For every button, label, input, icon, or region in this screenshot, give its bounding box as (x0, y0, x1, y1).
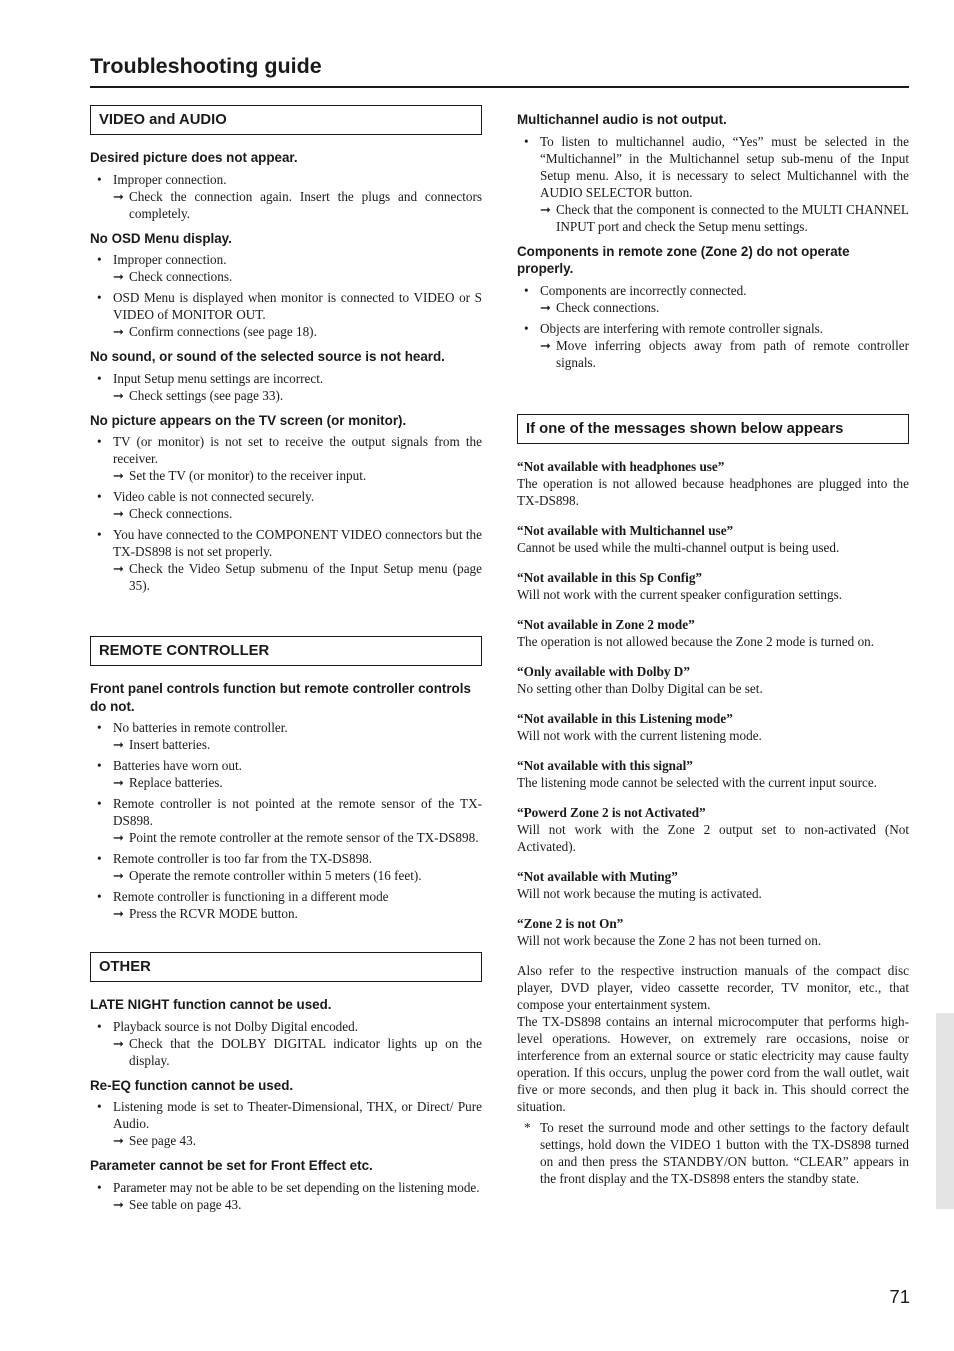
arrow-right-icon: ➞ (113, 737, 125, 752)
cause-text: Remote controller is functioning in a different mode (113, 889, 389, 904)
left-column (90, 105, 482, 1221)
fix-text: ➞ Insert batteries. (113, 737, 211, 752)
note-paragraph: Also refer to the respective instruction manuals of the compact disc player, DVD player, video cassette recorder, TV monitor, etc., that compose your entertainment system. (517, 962, 909, 1012)
section-heading-remote-controller: REMOTE CONTROLLER (90, 636, 482, 666)
list-item (90, 1098, 482, 1149)
problem-title: Desired picture does not appear. (90, 150, 298, 165)
problem-title: Parameter cannot be set for Front Effect etc. (90, 1158, 373, 1173)
message-description: Cannot be used while the multi-channel output is being used. (517, 539, 840, 555)
list-item (90, 719, 482, 753)
list-item (90, 1179, 482, 1213)
reset-note-text: To reset the surround mode and other settings to the factory default settings, hold down the VIDEO 1 button with the TX-DS898 turned on and then press the STANDBY/ON button. “CLEAR” appears in the front display and the TX-DS898 enters the standby state. (540, 1119, 909, 1186)
list-item (90, 795, 482, 846)
bullet-icon: • (97, 720, 102, 735)
message-item (517, 458, 909, 509)
message-text: “Not available in this Listening mode” (517, 710, 733, 726)
list-item (90, 1018, 482, 1069)
problem-title: No OSD Menu display. (90, 230, 232, 246)
message-text: “Powerd Zone 2 is not Activated” (517, 804, 706, 820)
cause-text: Batteries have worn out. (113, 758, 242, 773)
list-item (90, 757, 482, 791)
problem-title: Multichannel audio is not output. (517, 112, 727, 127)
cause-text: Parameter may not be able to be set depending on the listening mode. (113, 1179, 480, 1195)
message-item (517, 663, 909, 697)
page-title: Troubleshooting guide (90, 54, 322, 78)
problem-title: No picture appears on the TV screen (or monitor). (90, 412, 407, 428)
list-item (90, 251, 482, 285)
arrow-right-icon: ➞ (113, 830, 125, 845)
note-paragraph: The TX-DS898 contains an internal microcomputer that performs high-level operations. However, on extremely rare occasions, noise or interference from an external source or static electricity may cause faulty operation. If this occurs, unplug the power cord from the wall outlet, wait five or more seconds, and then plug it back in. This should correct the situation. (517, 1013, 909, 1114)
problem-list (90, 433, 482, 594)
bullet-icon: • (97, 489, 102, 504)
message-item (517, 804, 909, 855)
page-number: 71 (889, 1286, 910, 1307)
cause-text: Input Setup menu settings are incorrect. (113, 370, 324, 386)
cause-text: OSD Menu is displayed when monitor is connected to VIDEO or S VIDEO of MONITOR OUT. (113, 290, 482, 322)
arrow-right-icon: ➞ (113, 387, 125, 403)
arrow-right-icon: ➞ (113, 1035, 125, 1051)
list-item (517, 133, 909, 235)
cause-text: No batteries in remote controller. (113, 720, 288, 735)
fix-text: ➞ See page 43. (113, 1133, 197, 1148)
bullet-icon: • (97, 370, 102, 386)
cause-text: Improper connection. (113, 252, 227, 267)
section-heading-messages: If one of the messages shown below appears (517, 414, 909, 444)
fix-text: ➞ Set the TV (or monitor) to the receiver input. (113, 468, 367, 483)
bullet-icon: • (97, 252, 102, 267)
problem-list (90, 370, 482, 404)
arrow-right-icon: ➞ (113, 468, 125, 483)
cause-text: Improper connection. (113, 171, 227, 187)
message-text: “Not available with Multichannel use” (517, 522, 734, 538)
message-text: “Not available with Muting” (517, 868, 678, 884)
fix-text: ➞ Check connections. (540, 299, 660, 315)
bullet-icon: • (97, 434, 102, 449)
bullet-icon: • (524, 320, 529, 336)
section-heading-video-audio: VIDEO and AUDIO (90, 105, 482, 135)
message-description: The operation is not allowed because the Zone 2 mode is turned on. (517, 633, 875, 649)
arrow-right-icon: ➞ (113, 561, 125, 576)
bullet-icon: • (97, 851, 102, 866)
fix-text: ➞ See table on page 43. (113, 1196, 242, 1212)
message-description: Will not work because the muting is activated. (517, 885, 762, 901)
arrow-right-icon: ➞ (540, 299, 552, 315)
message-text: “Zone 2 is not On” (517, 915, 624, 931)
problem-title: LATE NIGHT function cannot be used. (90, 997, 332, 1012)
list-item (90, 171, 482, 222)
right-column (517, 111, 909, 1187)
message-item (517, 616, 909, 650)
problem-title: No sound, or sound of the selected source is not heard. (90, 349, 445, 364)
fix-text: ➞ Check settings (see page 33). (113, 387, 284, 403)
bullet-icon: • (97, 290, 102, 305)
title-rule (90, 86, 909, 88)
reset-note (517, 1119, 909, 1187)
bullet-icon: • (97, 1018, 102, 1034)
cause-text: Remote controller is not pointed at the remote sensor of the TX-DS898. (113, 796, 482, 828)
fix-text: ➞ Replace batteries. (113, 775, 223, 790)
cause-text: You have connected to the COMPONENT VIDEO connectors but the TX-DS898 is not set properly. (113, 527, 482, 559)
problem-list (90, 251, 482, 340)
asterisk-icon: * (524, 1119, 531, 1135)
problem-list (90, 171, 482, 222)
arrow-right-icon: ➞ (113, 775, 125, 790)
bullet-icon: • (97, 527, 102, 542)
arrow-right-icon: ➞ (113, 1196, 125, 1212)
arrow-right-icon: ➞ (113, 269, 125, 284)
bullet-icon: • (524, 282, 529, 298)
list-item (517, 320, 909, 371)
bullet-icon: • (524, 133, 529, 149)
bullet-icon: • (97, 889, 102, 904)
fix-text: ➞ Confirm connections (see page 18). (113, 324, 317, 339)
message-item (517, 569, 909, 603)
list-item (90, 888, 482, 922)
bullet-icon: • (97, 1099, 102, 1114)
arrow-right-icon: ➞ (540, 337, 552, 353)
message-description: The listening mode cannot be selected with the current input source. (517, 774, 877, 790)
arrow-right-icon: ➞ (113, 506, 125, 521)
arrow-right-icon: ➞ (113, 1133, 125, 1148)
message-description: Will not work because the Zone 2 has not been turned on. (517, 932, 822, 948)
fix-text: ➞ Point the remote controller at the remote sensor of the TX-DS898. (113, 830, 479, 845)
fix-text: ➞ Check connections. (113, 506, 233, 521)
cause-text: TV (or monitor) is not set to receive the output signals from the receiver. (113, 434, 482, 466)
message-item (517, 915, 909, 949)
section-heading-other: OTHER (90, 952, 482, 982)
problem-list (517, 282, 909, 371)
arrow-right-icon: ➞ (113, 324, 125, 339)
arrow-right-icon: ➞ (540, 201, 552, 217)
problem-list (90, 719, 482, 922)
cause-text: Listening mode is set to Theater-Dimensional, THX, or Direct/ Pure Audio. (113, 1099, 482, 1131)
message-description: Will not work with the Zone 2 output set to non-activated (Not Activated). (517, 821, 909, 854)
fix-text: ➞ Check that the component is connected to the MULTI CHANNEL INPUT port and check the Setup menu settings. (540, 201, 909, 234)
bullet-icon: • (97, 796, 102, 811)
problem-list (90, 1018, 482, 1069)
fix-text: ➞ Press the RCVR MODE button. (113, 906, 298, 921)
cause-text: Remote controller is too far from the TX-DS898. (113, 851, 373, 866)
fix-text: ➞ Check the connection again. Insert the plugs and connectors completely. (113, 188, 482, 221)
cause-text: To listen to multichannel audio, “Yes” must be selected in the “Multichannel” in the Multichannel setup sub-menu of the Input Setup menu. Also, it is necessary to select Multichannel with the AUDIO SELECTOR button. (540, 133, 909, 200)
fix-text: ➞ Move inferring objects away from path of remote controller signals. (540, 337, 909, 370)
cause-text: Components are incorrectly connected. (540, 282, 747, 298)
message-description: Will not work with the current listening mode. (517, 727, 762, 743)
fix-text: ➞ Check the Video Setup submenu of the Input Setup menu (page 35). (113, 561, 482, 593)
message-text: “Not available with this signal” (517, 757, 693, 773)
message-item (517, 522, 909, 556)
message-item (517, 710, 909, 744)
message-text: “Not available in Zone 2 mode” (517, 616, 695, 632)
message-description: No setting other than Dolby Digital can be set. (517, 680, 763, 696)
list-item (90, 289, 482, 340)
bullet-icon: • (97, 171, 102, 187)
message-text: “Not available in this Sp Config” (517, 569, 703, 585)
list-item (90, 433, 482, 484)
problem-list (90, 1098, 482, 1149)
message-item (517, 757, 909, 791)
problem-title: Components in remote zone (Zone 2) do not operate properly. (517, 243, 850, 276)
problem-title: Front panel controls function but remote controller controls do not. (90, 681, 471, 714)
list-item (90, 488, 482, 522)
side-tab-marker (936, 1013, 954, 1209)
cause-text: Video cable is not connected securely. (113, 489, 315, 504)
cause-text: Playback source is not Dolby Digital encoded. (113, 1018, 359, 1034)
list-item (90, 850, 482, 884)
arrow-right-icon: ➞ (113, 868, 125, 883)
arrow-right-icon: ➞ (113, 188, 125, 204)
fix-text: ➞ Check that the DOLBY DIGITAL indicator lights up on the display. (113, 1035, 482, 1068)
problem-list (517, 133, 909, 235)
list-item (90, 526, 482, 594)
message-description: Will not work with the current speaker configuration settings. (517, 586, 843, 602)
list-item (517, 282, 909, 316)
problem-title: Re-EQ function cannot be used. (90, 1077, 294, 1093)
message-text: “Not available with headphones use” (517, 458, 725, 474)
message-text: “Only available with Dolby D” (517, 663, 690, 679)
message-item (517, 868, 909, 902)
message-description: The operation is not allowed because headphones are plugged into the TX-DS898. (517, 475, 909, 508)
bullet-icon: • (97, 1179, 102, 1195)
cause-text: Objects are interfering with remote controller signals. (540, 320, 824, 336)
problem-list (90, 1179, 482, 1213)
fix-text: ➞ Check connections. (113, 269, 233, 284)
arrow-right-icon: ➞ (113, 906, 125, 921)
list-item (90, 370, 482, 404)
bullet-icon: • (97, 758, 102, 773)
fix-text: ➞ Operate the remote controller within 5 meters (16 feet). (113, 868, 422, 883)
